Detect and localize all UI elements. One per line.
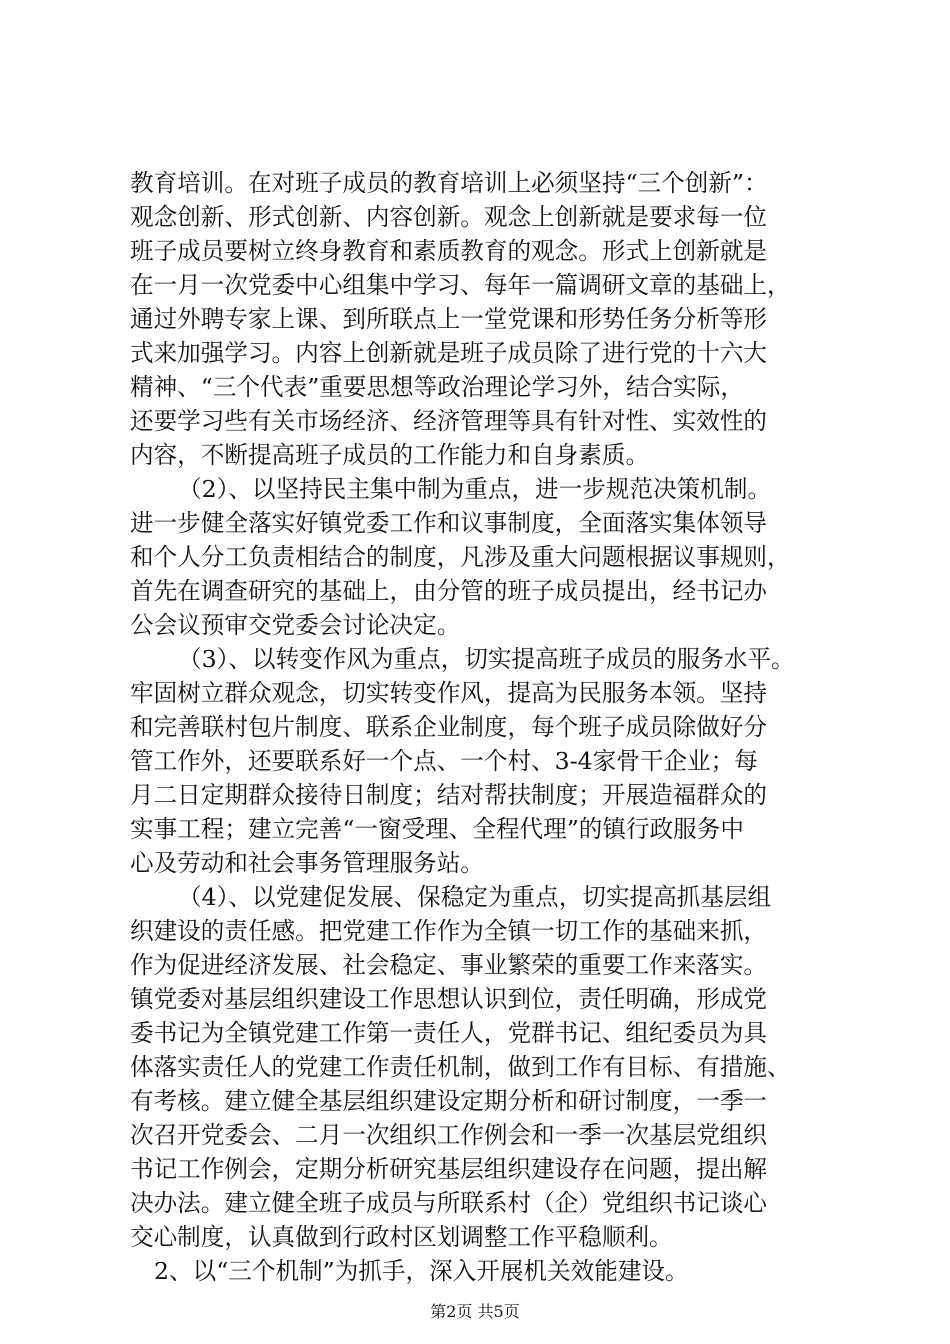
- text-line: （2）、以坚持民主集中制为重点，进一步规范决策机制。: [178, 475, 772, 503]
- text-line: 在一月一次党委中心组集中学习、每年一篇调研文章的基础上，: [130, 271, 791, 299]
- text-line: 交心制度，认真做到行政村区划调整工作平稳顺利。: [130, 1223, 673, 1251]
- text-line: 班子成员要树立终身教育和素质教育的观念。形式上创新就是: [130, 237, 768, 265]
- text-line: 进一步健全落实好镇党委工作和议事制度，全面落实集体领导: [130, 509, 768, 537]
- text-line: （3）、以转变作风为重点，切实提高班子成员的服务水平。: [178, 645, 795, 673]
- text-line: 心及劳动和社会事务管理服务站。: [130, 849, 484, 877]
- page-footer: 第2页 共5页: [430, 1302, 520, 1321]
- text-line: 实事工程；建立完善“一窗受理、全程代理”的镇行政服务中: [130, 815, 744, 843]
- document-body: [130, 166, 830, 1288]
- text-line: 观念创新、形式创新、内容创新。观念上创新就是要求每一位: [130, 203, 768, 231]
- text-line: 委书记为全镇党建工作第一责任人，党群书记、组纪委员为具: [130, 1019, 768, 1047]
- text-line: 和个人分工负责相结合的制度，凡涉及重大问题根据议事规则，: [130, 543, 791, 571]
- text-line: 有考核。建立健全基层组织建设定期分析和研讨制度，一季一: [130, 1087, 768, 1115]
- text-line: 决办法。建立健全班子成员与所联系村（企）党组织书记谈心: [130, 1189, 768, 1217]
- text-line: 次召开党委会、二月一次组织工作例会和一季一次基层党组织: [130, 1121, 768, 1149]
- text-line: 牢固树立群众观念，切实转变作风，提高为民服务本领。坚持: [130, 679, 768, 707]
- text-line: 体落实责任人的党建工作责任机制，做到工作有目标、有措施、: [130, 1053, 791, 1081]
- text-line: 公会议预审交党委会讨论决定。: [130, 611, 461, 639]
- text-line: 月二日定期群众接待日制度；结对帮扶制度；开展造福群众的: [130, 781, 768, 809]
- text-line: 内容，不断提高班子成员的工作能力和自身素质。: [130, 441, 650, 469]
- text-line: 书记工作例会，定期分析研究基层组织建设存在问题，提出解: [130, 1155, 768, 1183]
- text-line: 还要学习些有关市场经济、经济管理等具有针对性、实效性的: [130, 407, 768, 435]
- text-line: 精神、“三个代表”重要思想等政治理论学习外，结合实际，: [130, 373, 744, 401]
- text-line: 和完善联村包片制度、联系企业制度，每个班子成员除做好分: [130, 713, 768, 741]
- text-line: 作为促进经济发展、社会稳定、事业繁荣的重要工作来落实。: [130, 951, 768, 979]
- text-line: 管工作外，还要联系好一个点、一个村、3-4家骨干企业；每: [130, 747, 758, 775]
- text-line: （4）、以党建促发展、保稳定为重点，切实提高抓基层组: [178, 883, 772, 911]
- text-line: 织建设的责任感。把党建工作作为全镇一切工作的基础来抓，: [130, 917, 768, 945]
- text-line: 式来加强学习。内容上创新就是班子成员除了进行党的十六大: [130, 339, 768, 367]
- text-line: 首先在调查研究的基础上，由分管的班子成员提出，经书记办: [130, 577, 768, 605]
- text-line: 教育培训。在对班子成员的教育培训上必须坚持“三个创新”：: [130, 169, 768, 197]
- text-line: 2、以“三个机制”为抓手，深入开展机关效能建设。: [154, 1257, 689, 1285]
- text-line: 镇党委对基层组织建设工作思想认识到位，责任明确，形成党: [130, 985, 768, 1013]
- text-line: 通过外聘专家上课、到所联点上一堂党课和形势任务分析等形: [130, 305, 768, 333]
